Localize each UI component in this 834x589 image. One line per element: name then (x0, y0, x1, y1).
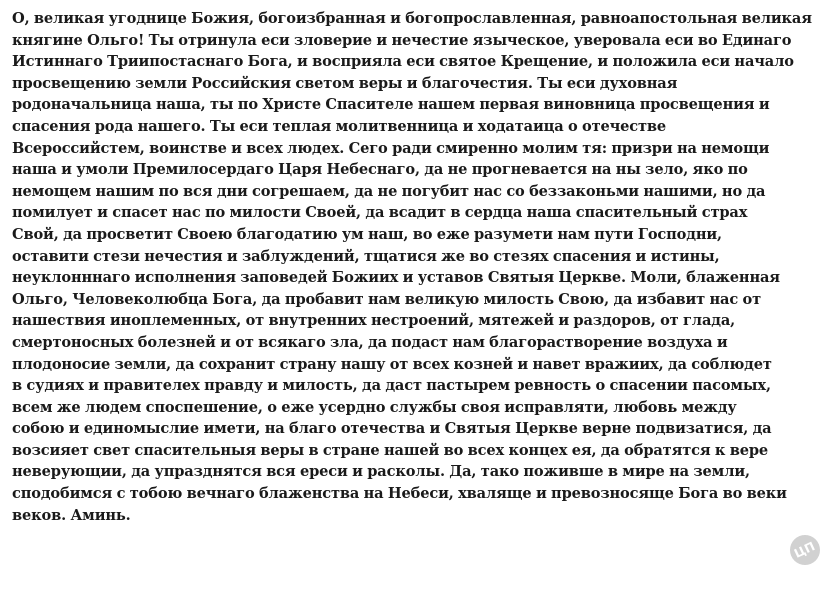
text-line: просвещению земли Российския светом веры и благочестия. Ты еси духовная (12, 74, 678, 92)
text-line: наша и умоли Премилосердаго Царя Небеснаго, да не прогневается на ны зело, яко по (12, 161, 748, 179)
text-line: в судиях и правителех правду и милость, да даст пастырем ревность о спасении пасомых, (12, 377, 771, 395)
text-line: Истиннаго Триипостаснаго Бога, и восприяла еси святое Крещение, и положила еси начало (12, 53, 794, 71)
text-line: помилует и спасет нас по милости Своей, да всадит в сердца наша спасительный страх (12, 204, 748, 222)
text-line: спасения рода нашего. Ты еси теплая молитвенница и ходатаица о отечестве (12, 117, 667, 135)
text-line: Всероссийстем, воинстве и всех людех. Сего ради смиренно молим тя: призри на немощи (12, 139, 770, 157)
prayer-text (12, 8, 824, 526)
text-line: неуклонннаго исполнения заповедей Божиих и уставов Святыя Церкве. Моли, блаженная (12, 269, 780, 287)
text-line: Свой, да просветит Своею благодатию ум наш, во еже разумети нам пути Господни, (12, 225, 722, 243)
text-line: сподобимся с тобою вечнаго блаженства на Небеси, хваляще и превозносяще Бога во веки (12, 485, 787, 503)
text-line: Ольго, Человеколюбца Бога, да пробавит нам великую милость Свою, да избавит нас от (12, 290, 761, 308)
text-line: нашествия иноплеменных, от внутренних нестроений, мятежей и раздоров, от глада, (12, 312, 736, 330)
text-line: родоначальница наша, ты по Христе Спасителе нашем первая виновница просвещения и (12, 96, 770, 114)
text-line: смертоносных болезней и от всякаго зла, да подаст нам благорастворение воздуха и (12, 333, 728, 351)
text-line: княгине Ольго! Ты отринула еси зловерие и нечестие языческое, уверовала еси во Единаго (12, 31, 792, 49)
watermark-label: ЦП (792, 539, 818, 561)
text-line: неверующии, да упразднятся вся ереси и расколы. Да, тако поживше в мире на земли, (12, 463, 750, 481)
text-line: плодоносие земли, да сохранит страну нашу от всех козней и навет вражиих, да соблюдет (12, 355, 772, 373)
text-line: оставити стези нечестия и заблуждений, тщатися же во стезях спасения и истины, (12, 247, 720, 265)
text-line: немощем нашим по вся дни согрешаем, да не погубит нас со беззаконьми нашими, но да (12, 182, 766, 200)
text-line: возсияет свет спасительныя веры в стране нашей во всех концех ея, да обратятся к вере (12, 441, 769, 459)
text-line: всем же людем споспешение, о еже усердно службы своя исправляти, любовь между (12, 398, 737, 416)
watermark-logo-icon (790, 535, 820, 565)
text-line: собою и единомыслие имети, на благо отечества и Святыя Церкве верне подвизатися, да (12, 420, 772, 438)
text-line: веков. Аминь. (12, 506, 131, 524)
text-line: О, великая угоднице Божия, богоизбранная и богопрославленная, равноапостольная великая (12, 10, 812, 27)
